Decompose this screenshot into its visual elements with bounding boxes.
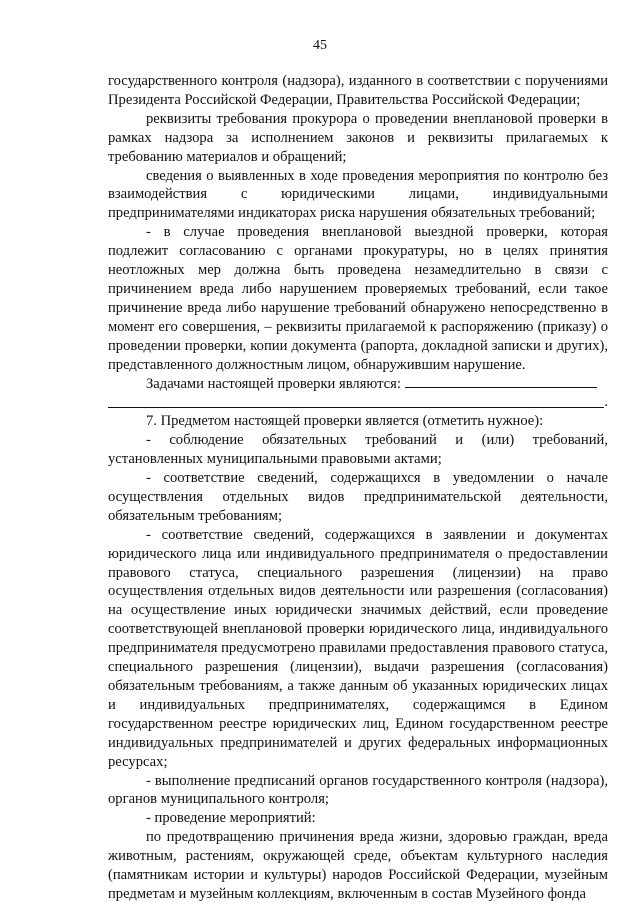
paragraph-subject-orders-execution: - выполнение предписаний органов государственного контроля (надзора), органов муниципального контроля; <box>108 772 608 808</box>
paragraph-subject-notification: - соответствие сведений, содержащихся в уведомлении о начале осуществления отдельных видов предпринимательской деятельности, обязательным требованиям; <box>108 470 608 524</box>
inspection-tasks-blank[interactable] <box>405 375 597 388</box>
paragraph-urgent-inspection: - в случае проведения внеплановой выездной проверки, которая подлежит согласованию с органами прокуратуры, но в целях принятия неотложных мер должна быть проведена незамедлительно в связи с причинением вреда либо нарушением проверяемых требований, если такое причинение вреда либо нарушение требований обнаружено непосредственно в момент его совершения, – реквизиты прилагаемой к распоряжению (приказу) о проведении проверки, копии документа (рапорта, докладной записки и других), представленного должностным лицом, обнаружившим нарушение. <box>108 224 608 373</box>
paragraph-inspection-tasks <box>108 375 608 394</box>
paragraph-subject-measures: - проведение мероприятий: <box>146 810 316 827</box>
inspection-tasks-label: Задачами настоящей проверки являются: <box>146 375 401 392</box>
paragraph-subject-application-documents: - соответствие сведений, содержащихся в заявлении и документах юридического лица или индивидуального предпринимателя о предоставлении правового статуса, специального разрешения (лицензии) на право осуществления отдельных видов деятельности или разрешения (согласования) на осуществление иных юридически значимых действий, если проведение соответствующей внеплановой проверки юридического лица, индивидуального предпринимателя предусмотрено правилами предоставления правового статуса, специального разрешения (лицензии), выдачи разрешения (согласования) обязательным требованиям, а также данным об указанных юридических лицах и индивидуальных предпринимателях, содержащимся в Едином государственном реестре юридических лиц, Едином государственном реестре индивидуальных предпринимателей и других федеральных информационных ресурсах; <box>108 526 608 770</box>
paragraph-subject-compliance: - соблюдение обязательных требований и (или) требований, установленных муниципальными правовыми актами; <box>108 432 608 468</box>
paragraph-state-control-instruction: государственного контроля (надзора), изданного в соответствии с поручениями Президента Российской Федерации, Правительства Российской Федерации; <box>108 73 608 108</box>
paragraph-risk-indicators: сведения о выявленных в ходе проведения мероприятия по контролю без взаимодействия с юридическими лицами, индивидуальными предпринимателями индикаторах риска нарушения обязательных требований; <box>108 167 608 222</box>
paragraph-inspection-subject-heading: 7. Предметом настоящей проверки является (отметить нужное): <box>146 413 544 430</box>
document-body <box>108 72 608 904</box>
inspection-tasks-blank-line[interactable] <box>108 393 608 412</box>
paragraph-prosecutor-requirement: реквизиты требования прокурора о проведении внеплановой проверки в рамках надзора за исполнением законов и реквизиты прилагаемых к требованию материалов и обращений; <box>108 110 608 165</box>
blank-line-end-dot: . <box>604 394 608 411</box>
blank-line-rule <box>108 407 604 408</box>
page-number: 45 <box>313 38 327 53</box>
paragraph-harm-prevention: по предотвращению причинения вреда жизни, здоровью граждан, вреда животным, растениям, окружающей среде, объектам культурного наследия (памятникам истории и культуры) народов Российской Федерации, музейным предметам и музейным коллекциям, включенным в состав Музейного фонда <box>108 829 608 902</box>
